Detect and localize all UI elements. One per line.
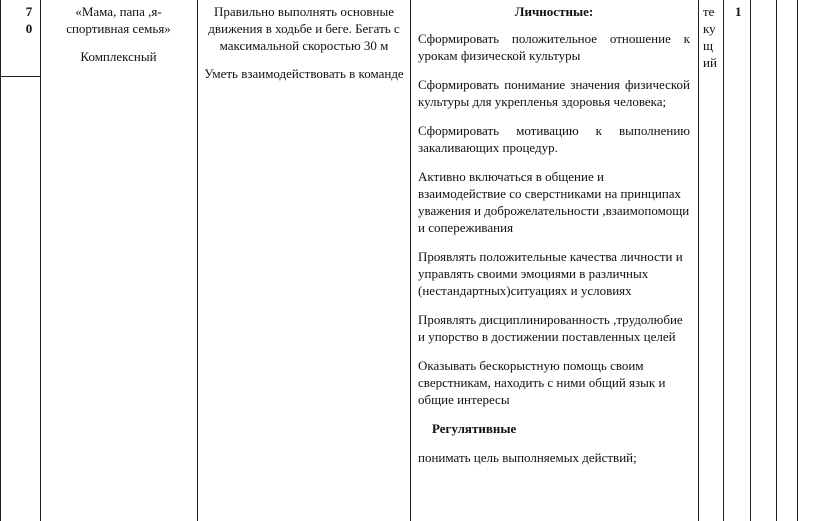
uud-cell <box>418 3 690 478</box>
subject-result: Уметь взаимодействовать в команде <box>204 66 404 81</box>
table-border-left <box>0 0 1 521</box>
control-type: те ку щ ий <box>703 4 717 70</box>
column-divider-1 <box>40 0 41 521</box>
personal-item: Сформировать понимание значения физической культуры для укрепленья здоровья человека; <box>418 77 690 109</box>
lesson-number: 7 0 <box>25 4 33 36</box>
regulatory-item: понимать цель выполняемых действий; <box>418 450 637 465</box>
personal-item: Сформировать мотивацию к выполнению закаливающих процедур. <box>418 123 690 155</box>
column-divider-6 <box>750 0 751 521</box>
column-divider-7 <box>776 0 777 521</box>
subject-results-cell <box>203 3 405 82</box>
regulatory-heading: Регулятивные <box>432 421 517 436</box>
lesson-topic-cell <box>46 3 191 65</box>
column-divider-2 <box>197 0 198 521</box>
hours: 1 <box>735 4 742 19</box>
column-divider-3 <box>410 0 411 521</box>
personal-heading: Личностные: <box>514 4 594 19</box>
personal-item: Оказывать бескорыстную помощь своим сверстникам, находить с ними общий язык и общие интересы <box>418 358 666 407</box>
personal-item: Сформировать положительное отношение к урокам физической культуры <box>418 31 690 63</box>
personal-item: Проявлять положительные качества личности и управлять своими эмоциями в различных (нестандартных)ситуациях и условиях <box>418 249 683 298</box>
personal-item: Активно включаться в общение и взаимодействие со сверстниками на принципах уважения и доброжелательности ,взаимопомощи и сопереживания <box>418 169 690 235</box>
lesson-topic: «Мама, папа ,я-спортивная семья» <box>66 4 171 36</box>
personal-item: Проявлять дисциплинированность ,трудолюбие и упорство в достижении поставленных целей <box>418 312 683 344</box>
subject-result: Правильно выполнять основные движения в ходьбе и беге. Бегать с максимальной скоростью 30 м <box>208 4 400 53</box>
column-divider-8 <box>797 0 798 521</box>
row-divider <box>0 76 41 77</box>
lesson-type: Комплексный <box>80 49 157 64</box>
column-divider-5 <box>723 0 724 521</box>
column-divider-4 <box>698 0 699 521</box>
